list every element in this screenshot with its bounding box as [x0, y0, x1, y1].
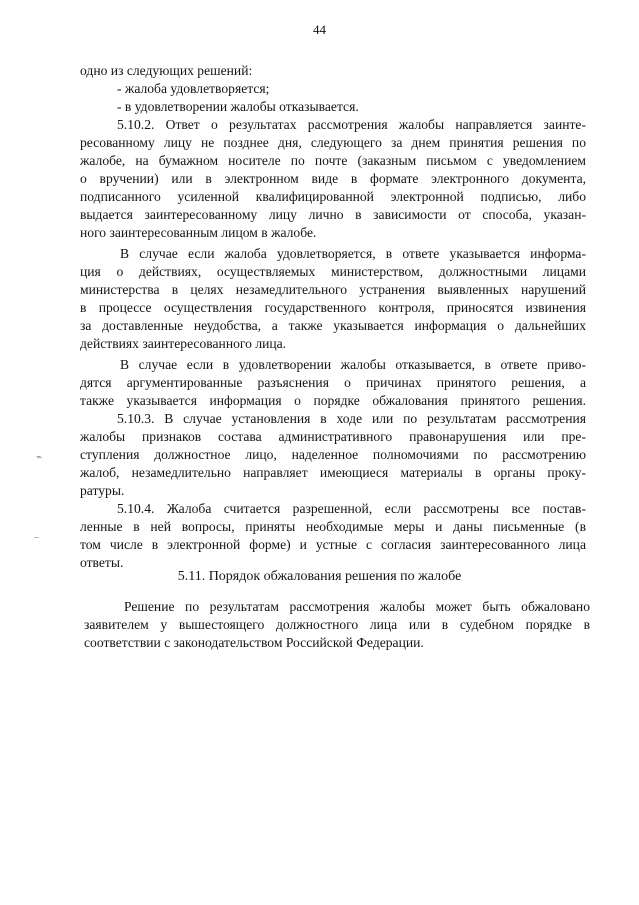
text-line: ного заинтересованным лицом в жалобе.	[80, 225, 317, 240]
text-line: В случае если жалоба удовлетворяется, в ответе указывается информа-	[120, 246, 586, 261]
text-line: одно из следующих решений:	[80, 63, 253, 78]
text-line: министерства в целях незамедлительного устранения выявленных нарушений	[80, 282, 586, 297]
text-line: о вручении) или в электронном виде в формате электронного документа,	[80, 171, 586, 186]
text-line: действиях заинтересованного лица.	[80, 336, 287, 351]
text-line: жалобы признаков состава административного правонарушения или пре-	[80, 429, 586, 444]
text-line: выдается заинтересованному лицу лично в зависимости от способа, указан-	[80, 207, 586, 222]
text-line: также указывается информация о порядке обжалования принятого решения.	[80, 393, 586, 408]
text-line: ступления должностное лицо, наделенное полномочиями по рассмотрению	[80, 447, 586, 462]
section-heading: 5.11. Порядок обжалования решения по жалобе	[177, 569, 462, 584]
list-item: - жалоба удовлетворяется;	[117, 81, 270, 96]
text-line: 5.10.3. В случае установления в ходе или по результатам рассмотрения	[117, 411, 586, 426]
text-line: ответы.	[80, 555, 124, 570]
text-line: в процессе осуществления государственного контроля, приносятся извинения	[80, 300, 586, 315]
text-line: В случае если в удовлетворении жалобы отказывается, в ответе приво-	[120, 357, 586, 372]
text-line: соответствии с законодательством Российской Федерации.	[84, 635, 424, 650]
text-line: дятся аргументированные разъяснения о причинах принятого решения, а	[80, 375, 586, 390]
text-line: жалоб, незамедлительно направляет имеющиеся материалы в органы проку-	[80, 465, 586, 480]
text-line: заявителем у вышестоящего должностного лица или в судебном порядке в	[84, 617, 590, 632]
text-line: 5.10.2. Ответ о результатах рассмотрения жалобы направляется заинте-	[117, 117, 586, 132]
text-line: ленные в ней вопросы, приняты необходимые меры и даны письменные (в	[80, 519, 586, 534]
text-line: 5.10.4. Жалоба считается разрешенной, если рассмотрены все постав-	[117, 501, 586, 516]
text-line: подписанного усиленной квалифицированной электронной подписью, либо	[80, 189, 586, 204]
text-line: том числе в электронной форме) и устные с согласия заинтересованного лица	[80, 537, 586, 552]
scan-mark: –	[34, 532, 39, 543]
text-line: Решение по результатам рассмотрения жалобы может быть обжаловано	[124, 599, 590, 614]
list-item: - в удовлетворении жалобы отказывается.	[117, 99, 359, 114]
text-line: за доставленные неудобства, а также указывается информация о дальнейших	[80, 318, 586, 333]
text-line: ратуры.	[80, 483, 125, 498]
scan-mark: ⌁	[36, 452, 43, 463]
text-line: ция о действиях, осуществляемых министерством, должностными лицами	[80, 264, 586, 279]
page-number: 44	[313, 22, 326, 37]
text-line: ресованному лицу не позднее дня, следующего за днем принятия решения по	[80, 135, 586, 150]
text-line: жалобе, на бумажном носителе по почте (заказным письмом с уведомлением	[80, 153, 586, 168]
